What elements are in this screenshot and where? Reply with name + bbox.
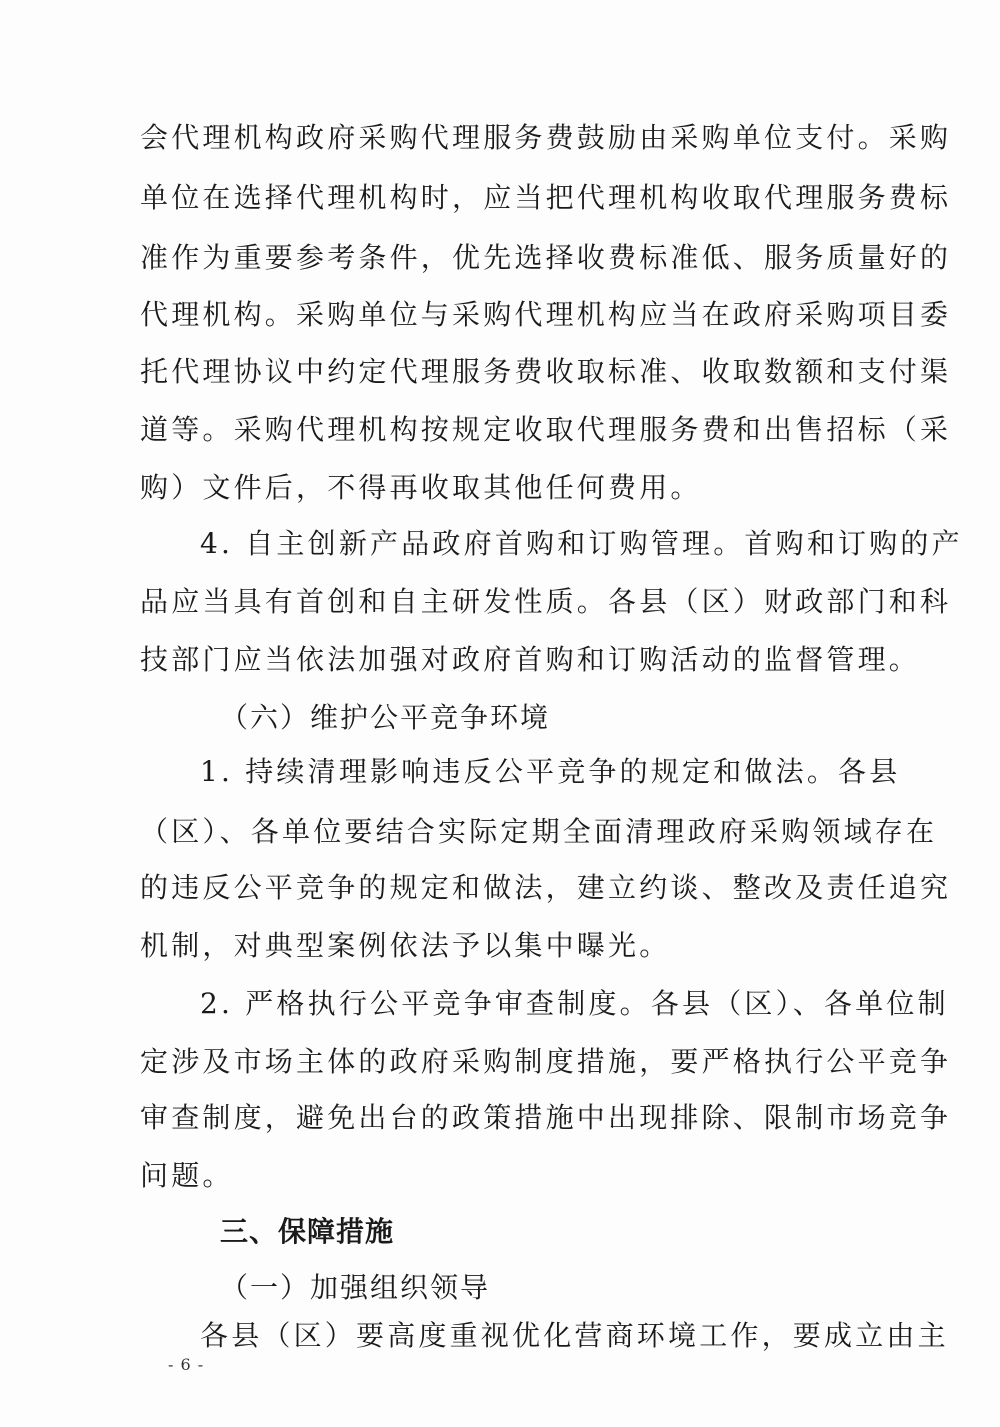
body-line-22: 各县（区）要高度重视优化营商环境工作，要成立由主: [200, 1319, 949, 1352]
body-line-17: 定涉及市场主体的政府采购制度措施，要严格执行公平竞争: [140, 1045, 952, 1078]
body-line-1: 会代理机构政府采购代理服务费鼓励由采购单位支付。采购: [140, 121, 952, 154]
body-line-8: 4. 自主创新产品政府首购和订购管理。首购和订购的产: [200, 527, 963, 560]
section-heading-1: （一）加强组织领导: [220, 1271, 491, 1304]
body-line-14: 的违反公平竞争的规定和做法，建立约谈、整改及责任追究: [140, 871, 952, 904]
body-line-12: 1. 持续清理影响违反公平竞争的规定和做法。各县: [200, 755, 901, 788]
body-line-6: 道等。采购代理机构按规定收取代理服务费和出售招标（采: [140, 413, 952, 446]
chapter-heading-3: 三、保障措施: [220, 1215, 395, 1248]
body-line-16: 2. 严格执行公平竞争审查制度。各县（区）、各单位制: [200, 987, 949, 1020]
body-line-10: 技部门应当依法加强对政府首购和订购活动的监督管理。: [140, 643, 921, 676]
body-line-9: 品应当具有首创和自主研发性质。各县（区）财政部门和科: [140, 585, 952, 618]
body-line-15: 机制，对典型案例依法予以集中曝光。: [140, 929, 671, 962]
body-line-19: 问题。: [140, 1159, 234, 1192]
page-number: - 6 -: [168, 1355, 205, 1374]
body-line-13: （区）、各单位要结合实际定期全面清理政府采购领域存在: [140, 815, 938, 848]
section-heading-6: （六）维护公平竞争环境: [220, 701, 551, 734]
body-line-2: 单位在选择代理机构时，应当把代理机构收取代理服务费标: [140, 181, 952, 214]
body-line-5: 托代理协议中约定代理服务费收取标准、收取数额和支付渠: [140, 355, 952, 388]
body-line-3: 准作为重要参考条件，优先选择收费标准低、服务质量好的: [140, 241, 952, 274]
body-line-18: 审查制度，避免出台的政策措施中出现排除、限制市场竞争: [140, 1101, 952, 1134]
body-line-4: 代理机构。采购单位与采购代理机构应当在政府采购项目委: [140, 298, 952, 331]
body-line-7: 购）文件后，不得再收取其他任何费用。: [140, 471, 702, 504]
